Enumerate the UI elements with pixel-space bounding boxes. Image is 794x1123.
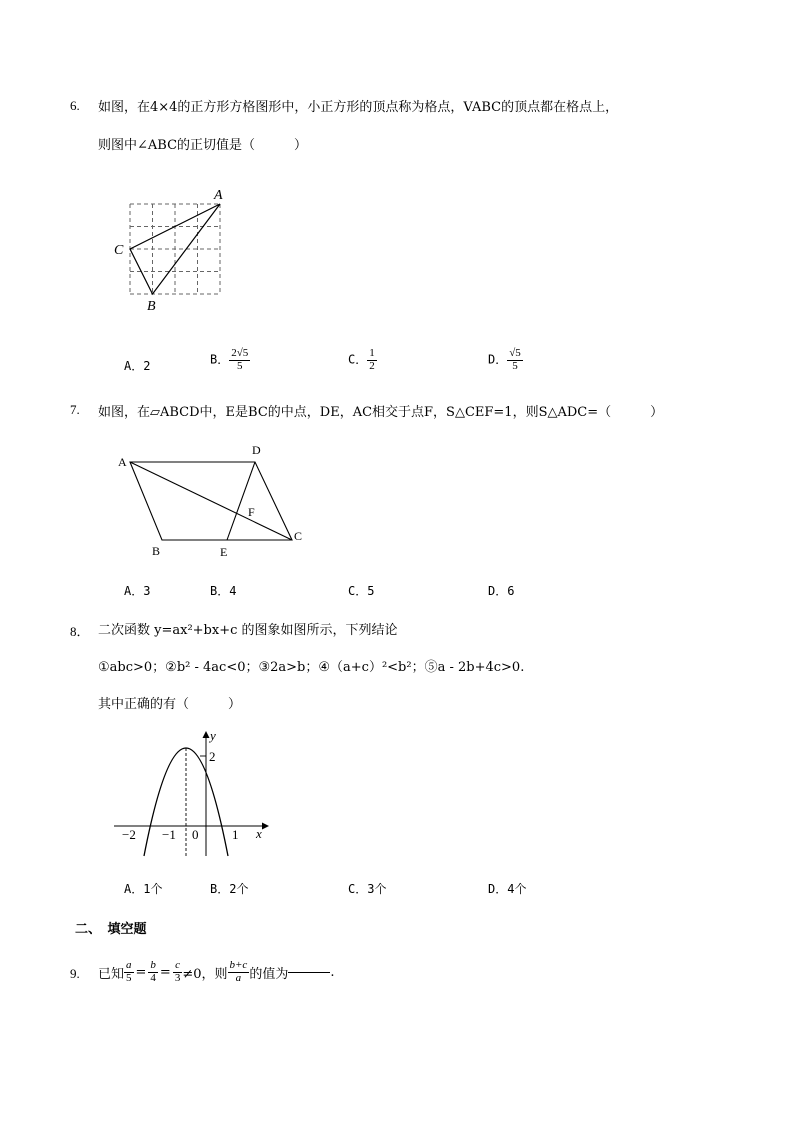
q6-grid-lines [130, 204, 220, 294]
q6-option-c[interactable] [348, 348, 377, 372]
q7-segment-de [227, 462, 255, 540]
q8-text-line2: ①abc>0；②b² - 4ac<0；③2a>b；④（a+c）²<b²；⑤a - 2b+4c>0. [98, 660, 525, 675]
q7-text: 如图，在▱ABCD中，E是BC的中点，DE，AC相交于点F，S△CEF=1，则S△ADC=（ ） [98, 405, 664, 420]
q6-text-line1: 如图，在4×4的正方形方格图形中，小正方形的顶点称为格点，VABC的顶点都在格点上， [98, 100, 619, 115]
q9-fraction-bc-over-a [228, 960, 250, 984]
q8-option-a[interactable]: A．1个 [124, 882, 163, 896]
q7-number: 7. [70, 402, 80, 417]
q7-option-a[interactable]: A．3 [124, 584, 151, 598]
q7-parallelogram-figure [112, 436, 312, 566]
q9-text [98, 954, 334, 990]
q9-equals-2: = [159, 964, 171, 980]
q8-y-label: y [210, 728, 216, 743]
q7-label-c: C [294, 529, 303, 543]
q8-number: 8． [70, 624, 90, 639]
section-heading-fill-in: 二、 填空题 [75, 922, 147, 937]
q6-option-c-prefix: C． [348, 352, 368, 367]
q6-label-c: C [114, 243, 124, 258]
q6-option-b-num: 2√5 [231, 347, 249, 359]
q7-label-a: A [118, 455, 127, 469]
q8-tick-2: 2 [209, 749, 216, 764]
q9-number: 9. [70, 966, 80, 981]
q7-option-d[interactable]: D．6 [488, 584, 515, 598]
q9-f1-num: a [126, 958, 132, 971]
q8-text-line1: 二次函数 y=ax²+bx+c 的图象如图所示，下列结论 [98, 623, 398, 638]
q6-label-a: A [214, 188, 223, 203]
q7-label-f: F [248, 505, 255, 519]
q8-tick-minus2: −2 [122, 827, 136, 842]
q9-equals-1: = [135, 964, 147, 980]
q9-f3-num: c [175, 958, 181, 971]
q7-diagonal-ac [130, 462, 292, 540]
q7-label-e: E [220, 545, 228, 559]
q7-label-b: B [152, 544, 161, 558]
q6-option-d-fraction [507, 348, 523, 372]
q7-option-b[interactable]: B．4 [210, 584, 237, 598]
q6-option-b-prefix: B． [210, 352, 230, 367]
q6-option-c-num: 1 [369, 347, 375, 359]
q9-prefix: 已知 [98, 966, 125, 982]
q8-option-b[interactable]: B．2个 [210, 882, 249, 896]
q9-f2-num: b [150, 958, 156, 971]
q8-tick-1: 1 [232, 827, 239, 842]
q9-f3-den: 3 [174, 971, 181, 984]
q8-option-c[interactable]: C．3个 [348, 882, 387, 896]
q6-option-b[interactable] [210, 348, 250, 372]
q6-option-d-den: 5 [512, 359, 518, 372]
q6-option-b-fraction [229, 348, 250, 372]
q7-label-d: D [252, 443, 261, 457]
q9-answer-blank[interactable] [288, 972, 330, 973]
q9-f1-den: 5 [126, 971, 132, 984]
q9-fraction-c-over-3 [173, 960, 183, 984]
q6-option-d-num: √5 [509, 347, 521, 359]
q8-x-label: x [256, 826, 262, 841]
q8-text-line3: 其中正确的有（ ） [98, 697, 242, 712]
q9-fraction-b-over-4 [148, 960, 158, 984]
q6-label-b: B [147, 299, 156, 314]
q6-number: 6. [70, 98, 80, 113]
q6-option-d[interactable] [488, 348, 523, 372]
q9-suffix: 的值为 [249, 966, 289, 982]
q9-fraction-a-over-5 [124, 960, 134, 984]
q9-f4-num: b+c [229, 958, 248, 971]
q9-period: . [330, 964, 335, 980]
q9-not-equal-text: ≠0，则 [182, 966, 228, 982]
q6-option-b-den: 5 [237, 359, 243, 372]
q6-option-c-fraction [367, 348, 377, 372]
q6-text-line2: 则图中∠ABC的正切值是（ ） [98, 138, 308, 153]
q6-option-a[interactable]: A．2 [124, 359, 151, 373]
q6-option-c-den: 2 [369, 359, 375, 372]
q9-f2-den: 4 [150, 971, 156, 984]
q7-option-c[interactable]: C．5 [348, 584, 375, 598]
q8-tick-minus1: −1 [162, 827, 176, 842]
q8-option-d[interactable]: D．4个 [488, 882, 527, 896]
q8-parabola-figure [110, 726, 275, 860]
q6-grid-figure [108, 182, 238, 317]
q6-option-d-prefix: D． [488, 352, 508, 367]
q8-tick-0: 0 [192, 827, 199, 842]
q9-f4-den: a [235, 971, 242, 984]
